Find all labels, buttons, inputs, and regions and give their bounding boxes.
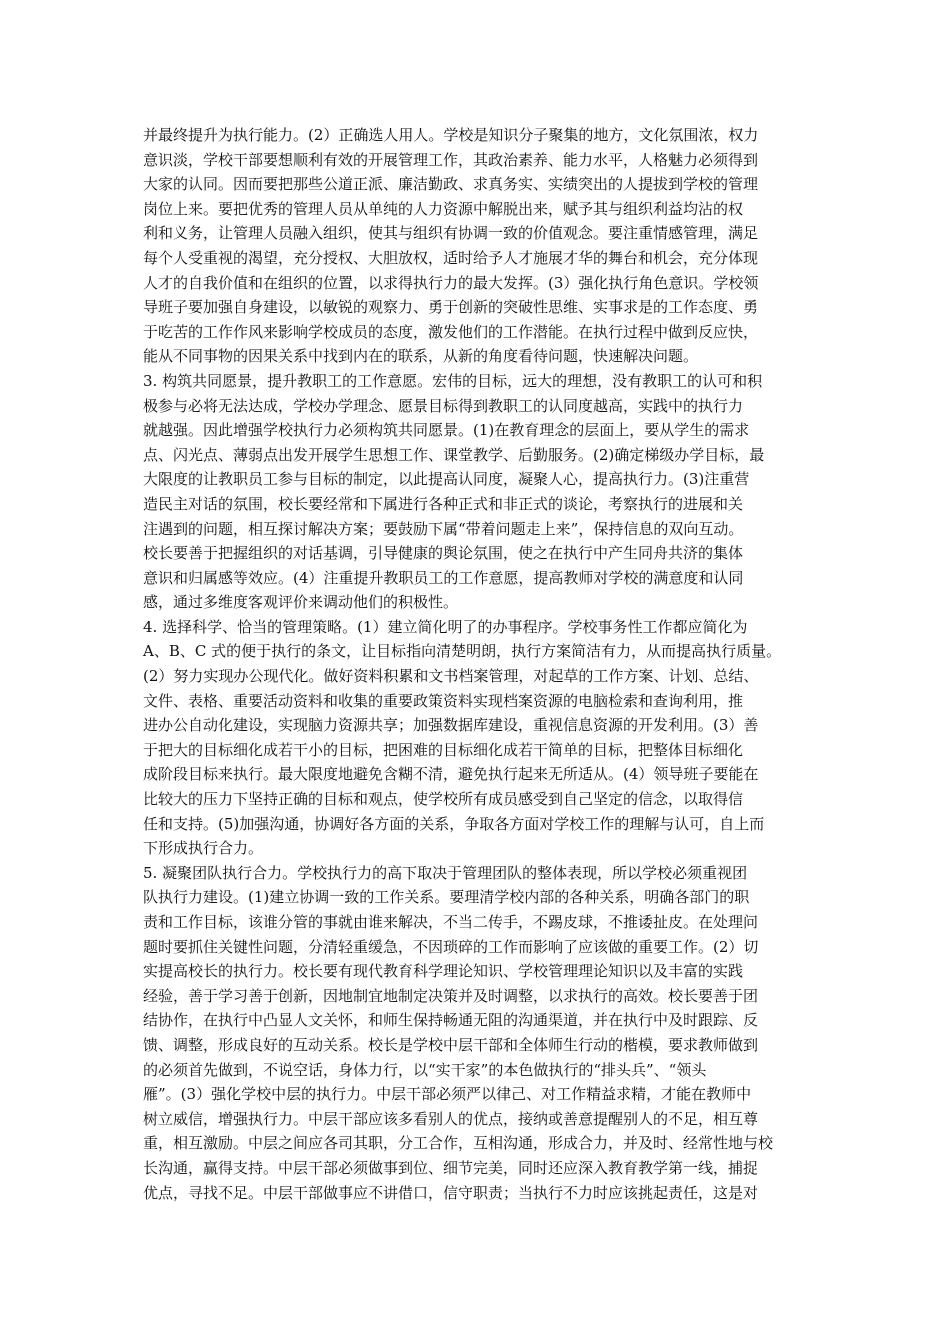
text-line: 树立威信，增强执行力。中层干部应该多看别人的优点，接纳或善意提醒别人的不足，相互尊 bbox=[143, 1109, 759, 1128]
text-line: 雁”。(3）强化学校中层的执行力。中层干部必须严以律己、对工作精益求精，才能在教师中 bbox=[143, 1085, 752, 1104]
text-line: 点、闪光点、薄弱点出发开展学生思想工作、课堂教学、后勤服务。(2)确定梯级办学目标，最 bbox=[143, 445, 765, 464]
text-line: 意识和归属感等效应。(4）注重提升教职员工的工作意愿，提高教师对学校的满意度和认同 bbox=[143, 568, 744, 587]
text-line: 任和支持。(5)加强沟通，协调好各方面的关系，争取各方面对学校工作的理解与认可，自上而 bbox=[143, 814, 765, 833]
text-line: 长沟通，赢得支持。中层干部必须做事到位、细节完美，同时还应深入教育教学第一线，捕捉 bbox=[143, 1158, 759, 1177]
text-line: 岗位上来。要把优秀的管理人员从单纯的人力资源中解脱出来，赋予其与组织利益均沾的权 bbox=[143, 199, 744, 218]
text-line: 5. 凝聚团队执行合力。学校执行力的高下取决于管理团队的整体表现，所以学校必须重视团 bbox=[143, 863, 748, 882]
text-line: 极参与必将无法达成，学校办学理念、愿景目标得到教职工的认同度越高，实践中的执行力 bbox=[143, 396, 744, 415]
text-line: 并最终提升为执行能力。(2）正确选人用人。学校是知识分子聚集的地方，文化氛围浓，权力 bbox=[143, 126, 759, 144]
text-line: 队执行力建设。(1)建立协调一致的工作关系。要理清学校内部的各种关系，明确各部门的职 bbox=[143, 888, 750, 907]
text-line: 责和工作目标，该谁分管的事就由谁来解决，不当二传手，不踢皮球，不推诿扯皮。在处理问 bbox=[143, 913, 759, 931]
text-line: 进办公自动化建设，实现脑力资源共享；加强数据库建设，重视信息资源的开发利用。(3）善 bbox=[143, 716, 759, 735]
text-line: (2）努力实现办公现代化。做好资料积累和文书档案管理，对起草的工作方案、计划、总结、 bbox=[143, 667, 759, 686]
text-line: A、B、C 式的便于执行的条文，让目标指向清楚明朗，执行方案简洁有力，从而提高执行质量。 bbox=[143, 642, 782, 661]
text-line: 优点，寻找不足。中层干部做事应不讲借口，信守职责；当执行不力时应该挑起责任，这是对 bbox=[143, 1183, 759, 1202]
text-line: 造民主对话的氛围，校长要经常和下属进行各种正式和非正式的谈论，考察执行的进展和关 bbox=[143, 494, 744, 513]
text-line: 于吃苦的工作作风来影响学校成员的态度，激发他们的工作潜能。在执行过程中做到反应快， bbox=[143, 322, 759, 341]
text-line: 3. 构筑共同愿景，提升教职工的工作意愿。宏伟的目标，远大的理想，没有教职工的认可和积 bbox=[143, 371, 763, 390]
text-line: 大家的认同。因而要把那些公道正派、廉洁勤政、求真务实、实绩突出的人提拔到学校的管理 bbox=[143, 175, 759, 194]
text-line: 下形成执行合力。 bbox=[143, 839, 264, 858]
text-line: 的必须首先做到，不说空话，身体力行，以“实干家”的本色做执行的“排头兵”、“领头 bbox=[143, 1060, 707, 1079]
text-line: 导班子要加强自身建设，以敏锐的观察力、勇于创新的突破性思维、实事求是的工作态度、勇 bbox=[143, 298, 759, 317]
text-line: 意识淡，学校干部要想顺利有效的开展管理工作，其政治素养、能力水平，人格魅力必须得到 bbox=[143, 150, 759, 169]
text-line: 于把大的目标细化成若干小的目标，把困难的目标细化成若干简单的目标，把整体目标细化 bbox=[143, 740, 744, 759]
text-line: 经验，善于学习善于创新，因地制宜地制定决策并及时调整，以求执行的高效。校长要善于团 bbox=[143, 986, 759, 1005]
text-line: 馈、调整，形成良好的互动关系。校长是学校中层干部和全体师生行动的楷模，要求教师做到 bbox=[143, 1035, 759, 1054]
text-line: 大限度的让教职员工参与目标的制定，以此提高认同度，凝聚人心，提高执行力。(3)注重营 bbox=[143, 470, 750, 489]
text-line: 成阶段目标来执行。最大限度地避免含糊不清，避免执行起来无所适从。(4）领导班子要能在 bbox=[143, 765, 759, 784]
text-line: 校长要善于把握组织的对话基调，引导健康的舆论氛围，使之在执行中产生同舟共济的集体 bbox=[143, 544, 744, 563]
text-line: 4. 选择科学、恰当的管理策略。(1）建立简化明了的办事程序。学校事务性工作都应简化为 bbox=[143, 617, 748, 636]
text-line: 能从不同事物的因果关系中找到内在的联系，从新的角度看待问题，快速解决问题。 bbox=[143, 347, 699, 366]
text-line: 结协作，在执行中凸显人文关怀，和师生保持畅通无阻的沟通渠道，并在执行中及时跟踪、反 bbox=[143, 1011, 759, 1030]
text-line: 实提高校长的执行力。校长要有现代教育科学理论知识、学校管理理论知识以及丰富的实践 bbox=[143, 962, 744, 981]
text-line: 利和义务，让管理人员融入组织，使其与组织有协调一致的价值观念。要注重情感管理，满足 bbox=[143, 224, 759, 243]
text-line: 题时要抓住关键性问题，分清轻重缓急，不因琐碎的工作而影响了应该做的重要工作。(2）切 bbox=[143, 937, 759, 956]
text-line: 每个人受重视的渴望，充分授权、大胆放权，适时给予人才施展才华的舞台和机会，充分体现 bbox=[143, 248, 759, 267]
text-line: 重，相互激励。中层之间应各司其职，分工合作，互相沟通，形成合力，并及时、经常性地与校 bbox=[143, 1134, 774, 1153]
text-line: 就越强。因此增强学校执行力必须构筑共同愿景。(1)在教育理念的层面上，要从学生的需求 bbox=[143, 421, 750, 440]
text-line: 感，通过多维度客观评价来调动他们的积极性。 bbox=[143, 593, 459, 612]
text-line: 比较大的压力下坚持正确的目标和观点，使学校所有成员感受到自己坚定的信念，以取得信 bbox=[143, 790, 744, 809]
text-line: 注遇到的问题，相互探讨解决方案；要鼓励下属“带着问题走上来”，保持信息的双向互动。 bbox=[143, 519, 744, 538]
document-body bbox=[143, 123, 815, 1205]
text-line: 人才的自我价值和在组织的位置，以求得执行力的最大发挥。(3）强化执行角色意识。学校领 bbox=[143, 273, 759, 292]
text-line: 文件、表格、重要活动资料和收集的重要政策资料实现档案资源的电脑检索和查询利用，推 bbox=[143, 691, 744, 710]
